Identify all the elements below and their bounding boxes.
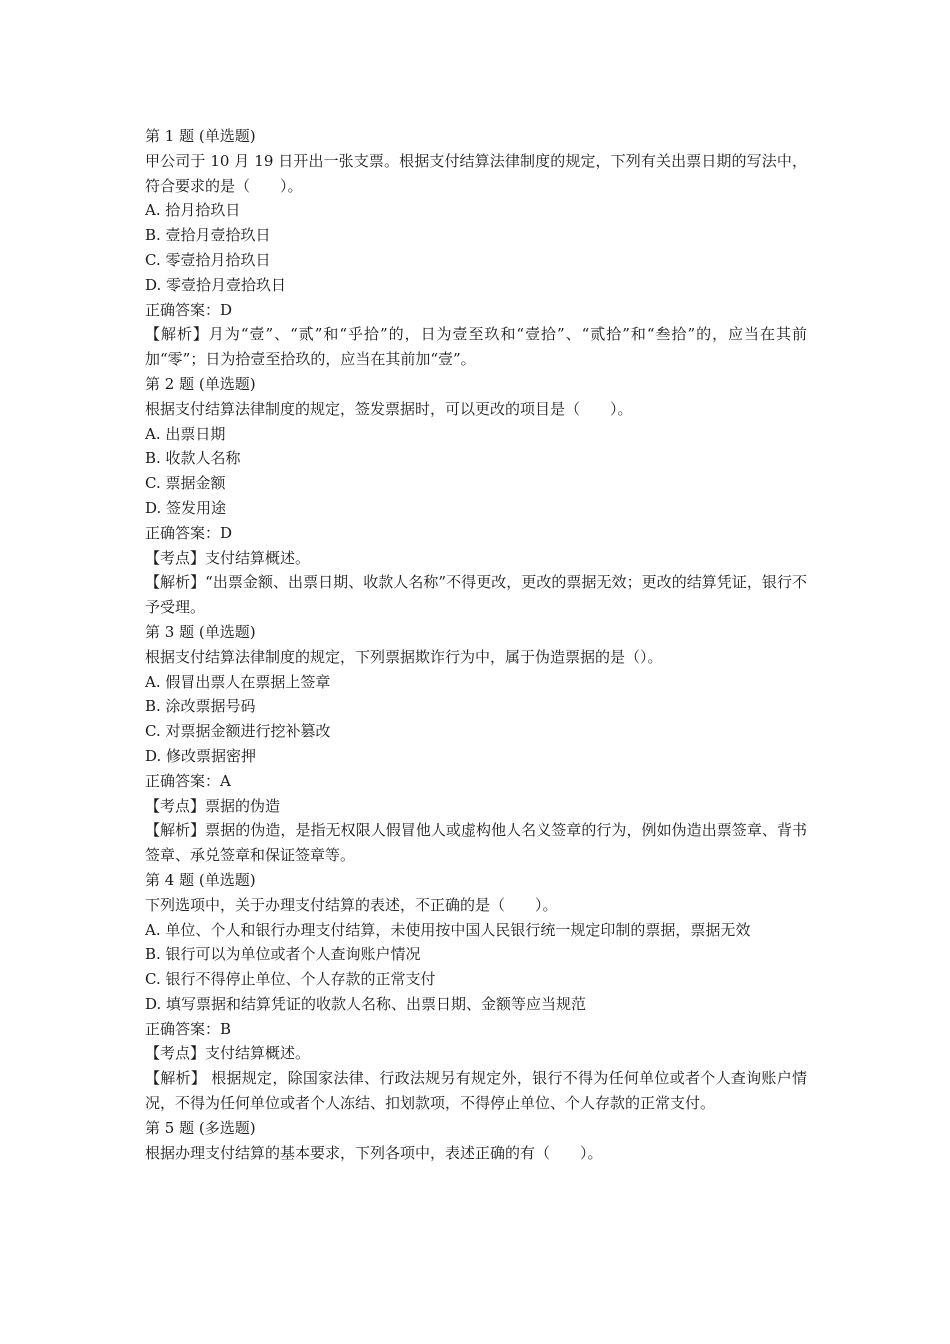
analysis: 【解析】 根据规定，除国家法律、行政法规另有规定外，银行不得为任何单位或者个人查询账户情况，不得为任何单位或者个人冻结、扣划款项，不得停止单位、个人存款的正常支付。	[145, 1069, 807, 1113]
question-3	[145, 620, 807, 868]
option-a: A. 出票日期	[145, 424, 226, 443]
question-stem: 根据支付结算法律制度的规定，下列票据欺诈行为中，属于伪造票据的是（）。	[145, 647, 663, 666]
question-header: 第 4 题 (单选题)	[145, 870, 256, 889]
key-point: 【考点】支付结算概述。	[145, 548, 311, 567]
option-c: C. 银行不得停止单位、个人存款的正常支付	[145, 970, 436, 989]
option-d: D. 签发用途	[145, 498, 227, 517]
question-stem: 下列选项中，关于办理支付结算的表述，不正确的是（ ）。	[145, 895, 558, 914]
option-c: C. 对票据金额进行挖补篡改	[145, 722, 331, 741]
option-a: A. 拾月拾玖日	[145, 201, 241, 220]
question-stem: 甲公司于 10 月 19 日开出一张支票。根据支付结算法律制度的规定，下列有关出票日期的写法中，符合要求的是（ ）。	[145, 151, 807, 195]
option-b: B. 收款人名称	[145, 449, 241, 468]
question-header: 第 1 题 (单选题)	[145, 127, 256, 145]
option-a: A. 假冒出票人在票据上签章	[145, 672, 331, 691]
option-b: B. 涂改票据号码	[145, 697, 256, 716]
question-2	[145, 372, 807, 620]
question-4	[145, 868, 807, 1116]
analysis: 【解析】“出票金额、出票日期、收款人名称”不得更改，更改的票据无效；更改的结算凭证，银行不予受理。	[145, 573, 807, 617]
question-stem: 根据办理支付结算的基本要求，下列各项中，表述正确的有（ ）。	[145, 1143, 603, 1162]
correct-answer: 正确答案：A	[145, 771, 231, 790]
analysis: 【解析】月为“壹”、“贰”和“乎拾”的，日为壹至玖和“壹拾”、“贰拾”和“叁拾”的，应当在其前加“零”；日为拾壹至拾玖的，应当在其前加“壹”。	[145, 325, 807, 369]
key-point: 【考点】支付结算概述。	[145, 1044, 311, 1063]
key-point: 【考点】票据的伪造	[145, 796, 281, 815]
document-body	[145, 124, 807, 1165]
correct-answer: 正确答案：D	[145, 300, 233, 319]
option-c: C. 票据金额	[145, 474, 226, 493]
option-d: D. 填写票据和结算凭证的收款人名称、出票日期、金额等应当规范	[145, 994, 587, 1013]
question-stem: 根据支付结算法律制度的规定，签发票据时，可以更改的项目是（ ）。	[145, 399, 633, 418]
correct-answer: 正确答案：B	[145, 1019, 232, 1038]
option-b: B. 银行可以为单位或者个人查询账户情况	[145, 945, 421, 964]
correct-answer: 正确答案：D	[145, 523, 233, 542]
question-1	[145, 124, 807, 372]
option-d: D. 修改票据密押	[145, 746, 257, 765]
analysis: 【解析】票据的伪造，是指无权限人假冒他人或虚构他人名义签章的行为，例如伪造出票签章、背书签章、承兑签章和保证签章等。	[145, 821, 807, 865]
question-5	[145, 1116, 807, 1166]
question-header: 第 3 题 (单选题)	[145, 622, 256, 641]
question-header: 第 5 题 (多选题)	[145, 1118, 256, 1137]
question-header: 第 2 题 (单选题)	[145, 374, 256, 393]
option-c: C. 零壹拾月拾玖日	[145, 250, 271, 269]
option-b: B. 壹拾月壹拾玖日	[145, 226, 271, 245]
option-a: A. 单位、个人和银行办理支付结算，未使用按中国人民银行统一规定印制的票据，票据无效	[145, 920, 751, 939]
option-d: D. 零壹拾月壹拾玖日	[145, 275, 287, 294]
